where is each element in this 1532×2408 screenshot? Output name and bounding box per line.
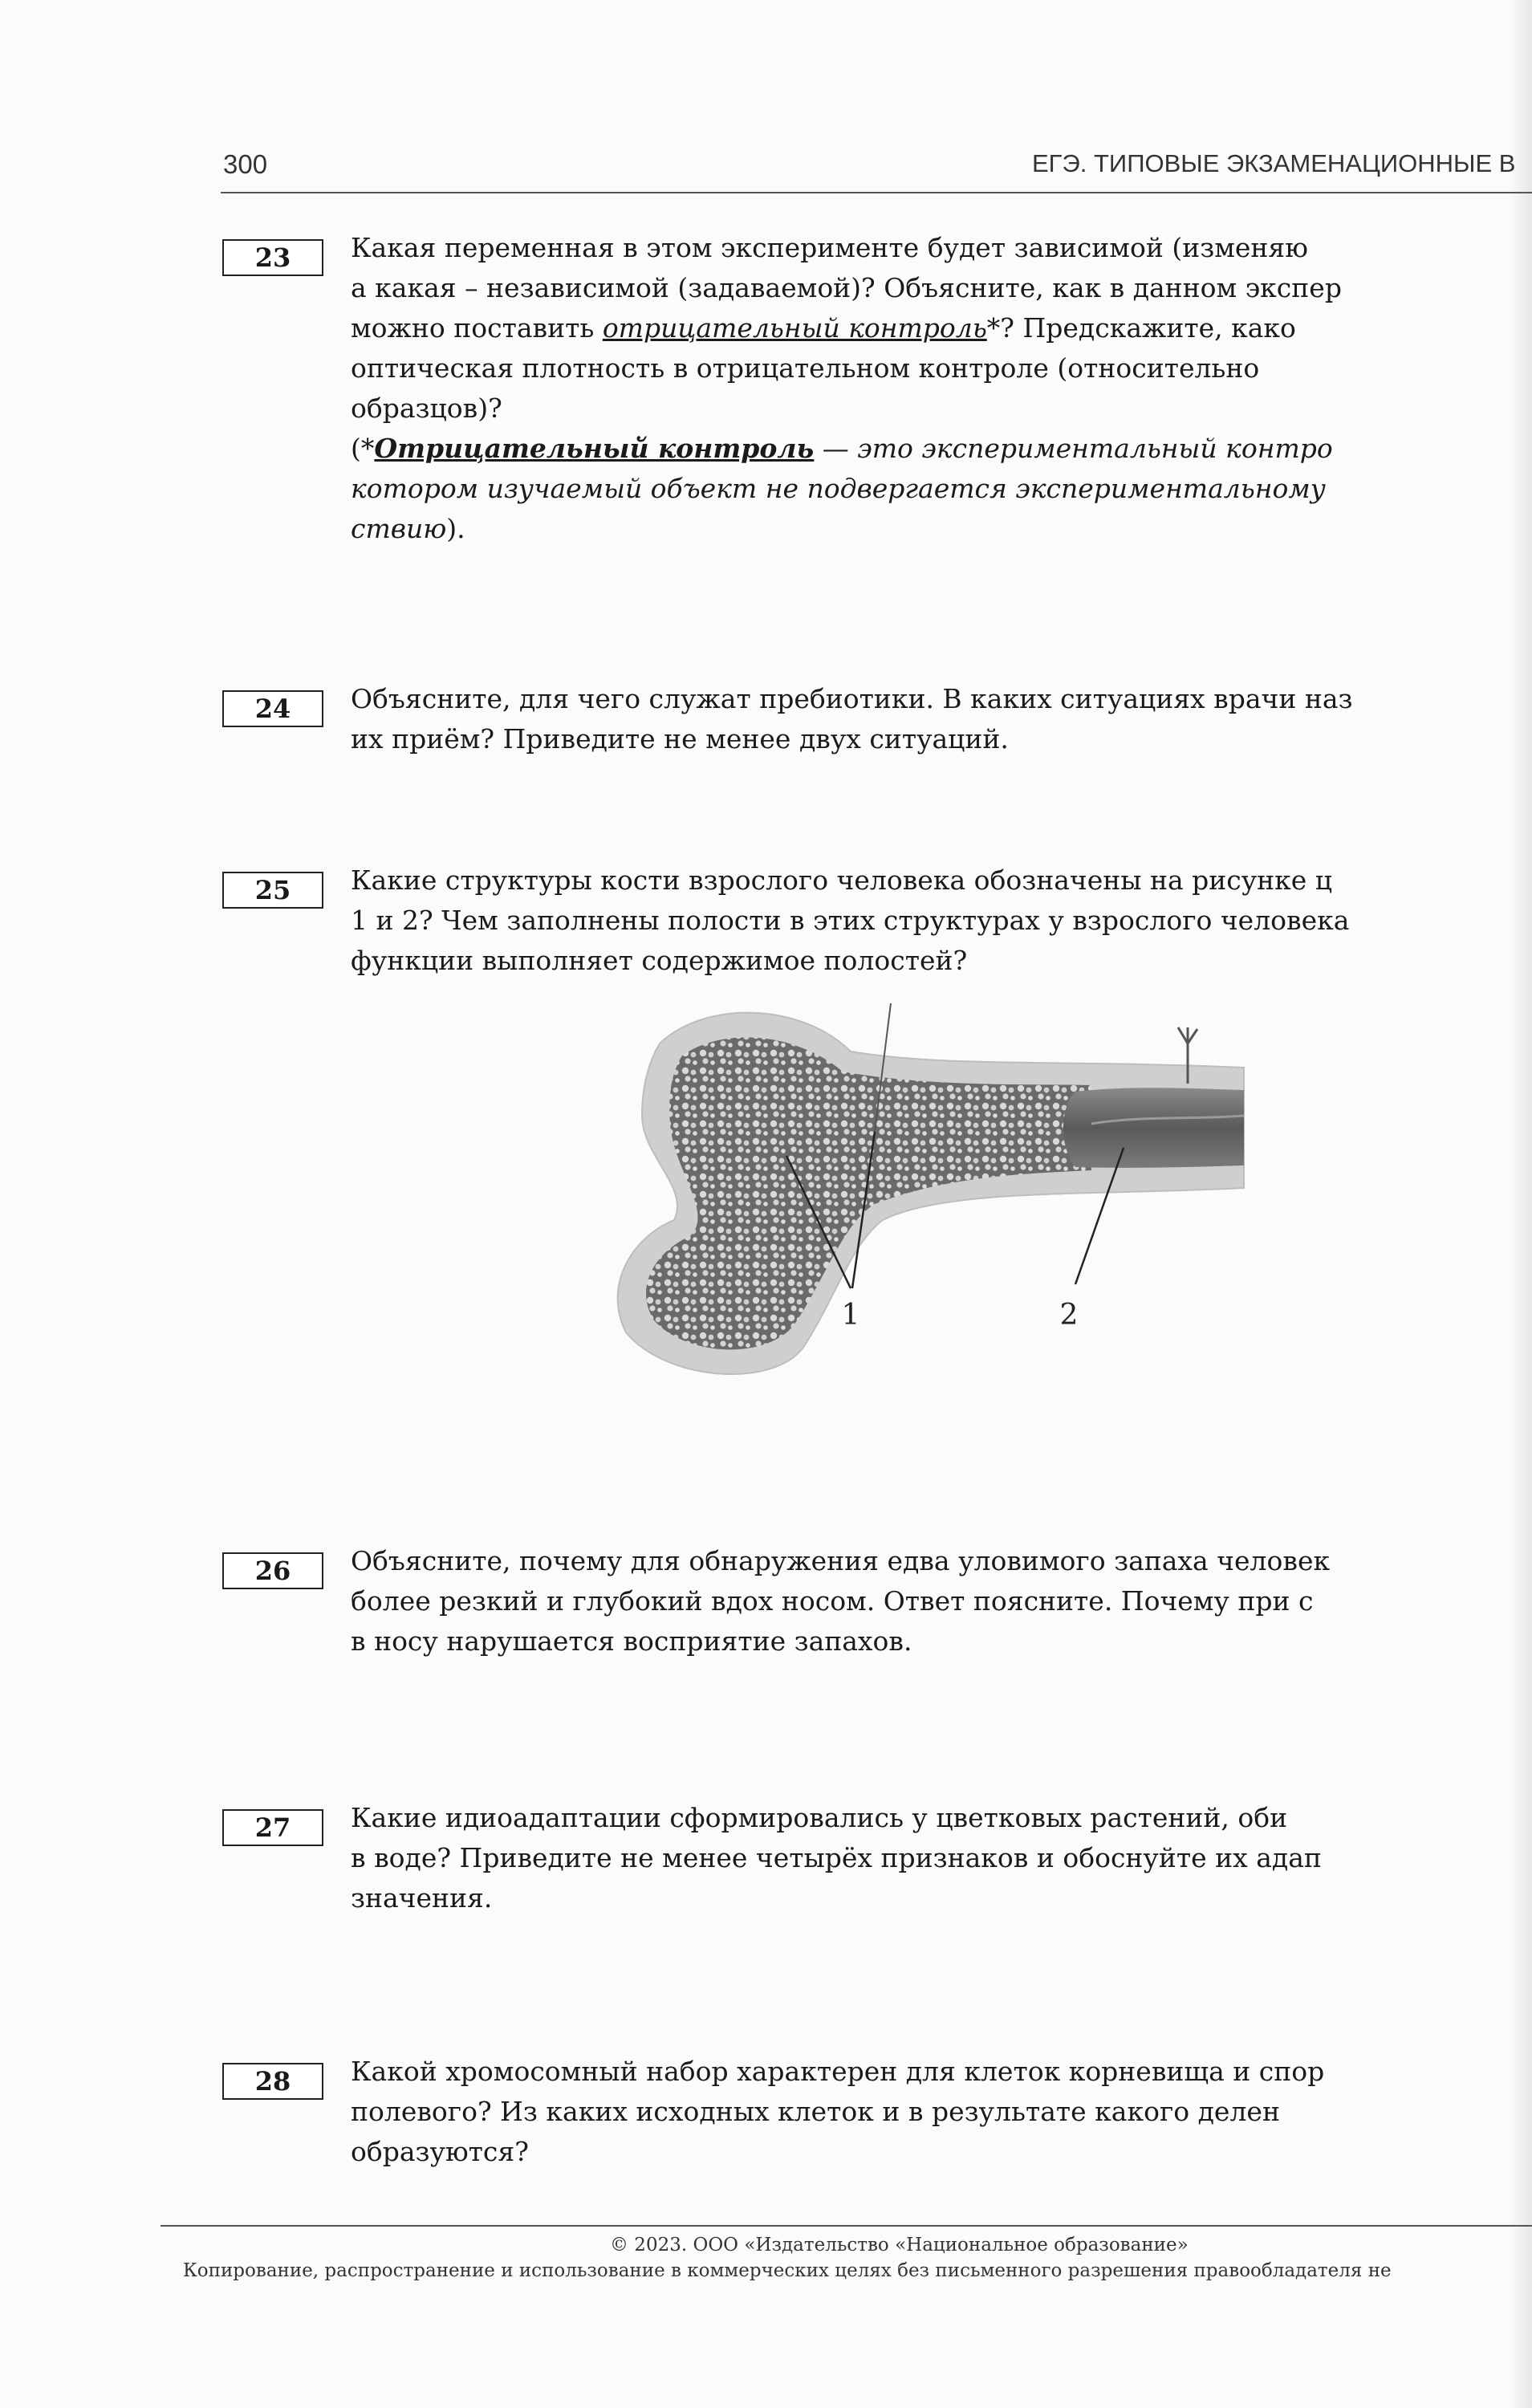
figure-label-2: 2 (1059, 1299, 1079, 1332)
definition-line: ствию). (351, 513, 465, 544)
task-number-box: 26 (222, 1552, 323, 1589)
task-line: Какой хромосомный набор характерен для клеток корневища и спор (351, 2056, 1325, 2087)
task-number-box: 24 (222, 690, 323, 727)
task-text (351, 2052, 1532, 2172)
task-line: образуются? (351, 2136, 529, 2167)
task-text (351, 1541, 1532, 1662)
task-number-box: 28 (222, 2063, 323, 2100)
task-line: Какие идиоадаптации сформировались у цветковых растений, оби (351, 1802, 1288, 1833)
task-line: образцов)? (351, 393, 502, 424)
bone-marrow-cavity (1063, 1088, 1244, 1168)
footer-notice: Копирование, распространение и использование в коммерческих целях без письменного разрешения правообладателя не (183, 2260, 1392, 2281)
task-text (351, 679, 1532, 759)
task-line: значения. (351, 1882, 493, 1914)
footer-copyright: © 2023. ООО «Издательство «Национальное образование» (610, 2235, 1189, 2255)
task-line: в воде? Приведите не менее четырёх признаков и обоснуйте их адап (351, 1842, 1322, 1873)
definition-line: котором изучаемый объект не подвергается экспериментальному (351, 473, 1326, 504)
task-number-box: 25 (222, 872, 323, 909)
page-number: 300 (223, 149, 268, 179)
task-text (351, 228, 1532, 549)
header-divider (221, 192, 1532, 193)
definition-term: Отрицательный контроль (374, 433, 815, 464)
definition-line: (*Отрицательный контроль — это экспериментальный контро (351, 433, 1333, 464)
task-line: их приём? Приведите не менее двух ситуаций. (351, 723, 1009, 755)
task-line: Объясните, для чего служат пребиотики. В каких ситуациях врачи наз (351, 683, 1353, 714)
task-line: оптическая плотность в отрицательном контроле (относительно (351, 352, 1260, 384)
running-header-title: ЕГЭ. ТИПОВЫЕ ЭКЗАМЕНАЦИОННЫЕ В (1032, 149, 1516, 177)
figure-label-1: 1 (841, 1299, 860, 1332)
task-number-box: 23 (222, 239, 323, 276)
task-number-box: 27 (222, 1809, 323, 1846)
term-negative-control: отрицательный контроль (602, 312, 987, 344)
task-text (351, 1798, 1532, 1918)
task-line: в носу нарушается восприятие запахов. (351, 1625, 912, 1657)
task-line: более резкий и глубокий вдох носом. Ответ поясните. Почему при с (351, 1585, 1314, 1617)
task-line: Какие структуры кости взрослого человека обозначены на рисунке ц (351, 864, 1333, 896)
task-line: Объясните, почему для обнаружения едва уловимого запаха человек (351, 1545, 1331, 1576)
task-line: полевого? Из каких исходных клеток и в результате какого делен (351, 2096, 1280, 2127)
task-line: можно поставить отрицательный контроль*? Предскажите, како (351, 312, 1296, 344)
task-line: Какая переменная в этом эксперименте будет зависимой (изменяю (351, 232, 1308, 263)
footer-divider (161, 2225, 1532, 2227)
task-line: а какая – независимой (задаваемой)? Объясните, как в данном экспер (351, 272, 1342, 303)
bone-figure (610, 995, 1268, 1389)
task-text (351, 860, 1532, 981)
task-line: функции выполняет содержимое полостей? (351, 945, 968, 976)
task-line: 1 и 2? Чем заполнены полости в этих структурах у взрослого человека (351, 905, 1350, 936)
